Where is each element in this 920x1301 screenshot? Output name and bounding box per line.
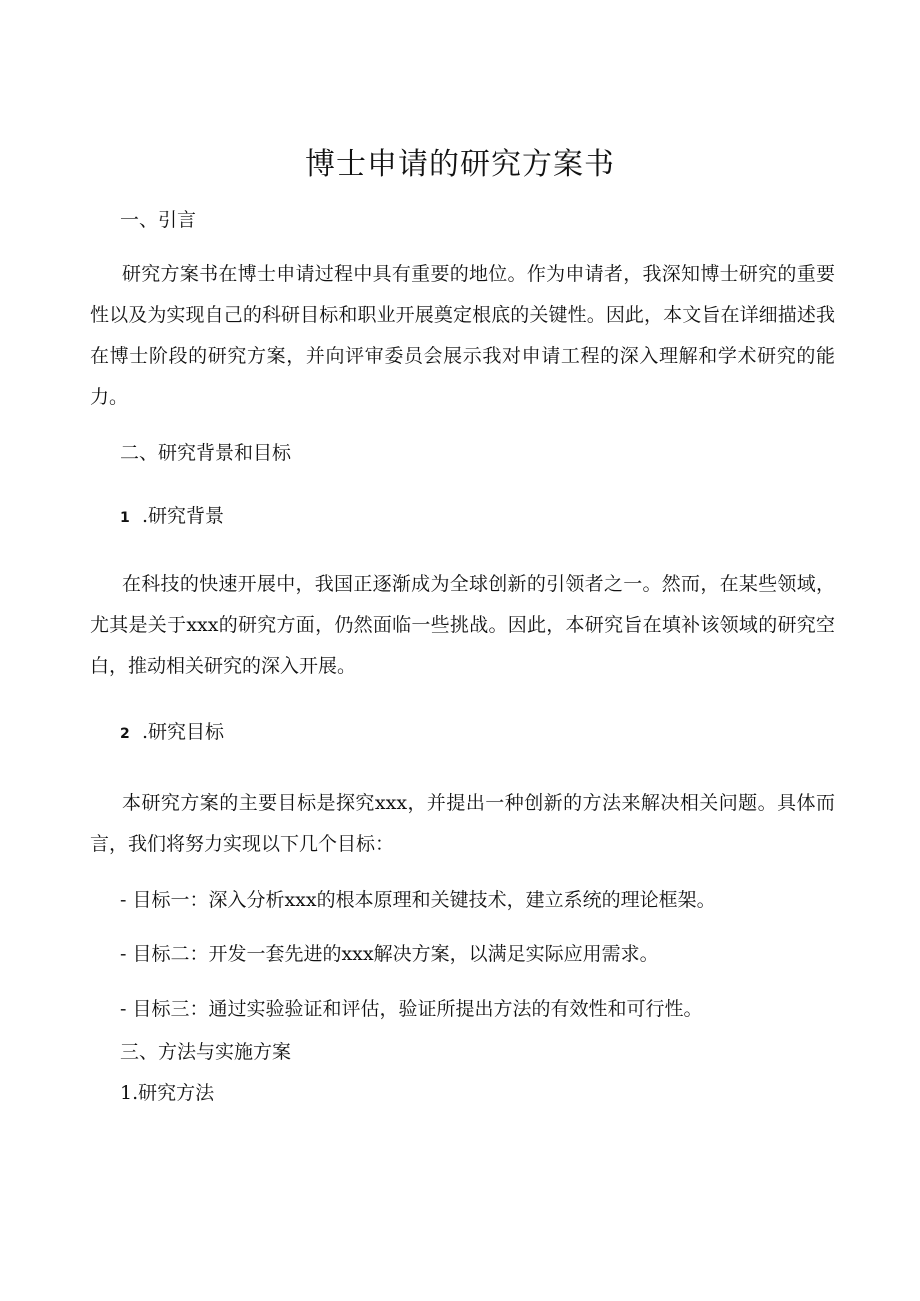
section-heading-introduction: 一、引言 <box>120 209 197 231</box>
background-paragraph: 在科技的快速开展中，我国正逐渐成为全球创新的引领者之一。然而，在某些领域，尤其是关于xxx的研究方面，仍然面临一些挑战。因此，本研究旨在填补该领域的研究空白，推动相关研究的深入开展。 <box>90 573 835 677</box>
subsection-title: .研究目标 <box>142 721 225 743</box>
subsection-heading-methods: 1.研究方法 <box>120 1082 215 1104</box>
subsection-number: 1 <box>120 510 130 526</box>
subsection-number: 2 <box>120 726 130 742</box>
subsection-heading-goals <box>120 718 224 748</box>
subsection-title: .研究背景 <box>142 505 225 527</box>
subsection-heading-background <box>120 502 224 532</box>
document-title: 博士申请的研究方案书 <box>305 147 615 182</box>
section-heading-background-goals: 二、研究背景和目标 <box>120 442 292 464</box>
goals-paragraph: 本研究方案的主要目标是探究xxx，并提出一种创新的方法来解决相关问题。具体而言，我们将努力实现以下几个目标： <box>90 792 835 855</box>
goal-list-item: - 目标三：通过实验验证和评估，验证所提出方法的有效性和可行性。 <box>120 998 703 1020</box>
section-heading-methods: 三、方法与实施方案 <box>120 1041 292 1063</box>
goal-list-item: - 目标一：深入分析xxx的根本原理和关键技术，建立系统的理论框架。 <box>120 889 716 911</box>
goal-list-item: - 目标二：开发一套先进的xxx解决方案，以满足实际应用需求。 <box>120 943 659 965</box>
introduction-paragraph: 研究方案书在博士申请过程中具有重要的地位。作为申请者，我深知博士研究的重要性以及为实现自己的科研目标和职业开展奠定根底的关键性。因此，本文旨在详细描述我在博士阶段的研究方案，并向评审委员会展示我对申请工程的深入理解和学术研究的能力。 <box>90 263 835 408</box>
